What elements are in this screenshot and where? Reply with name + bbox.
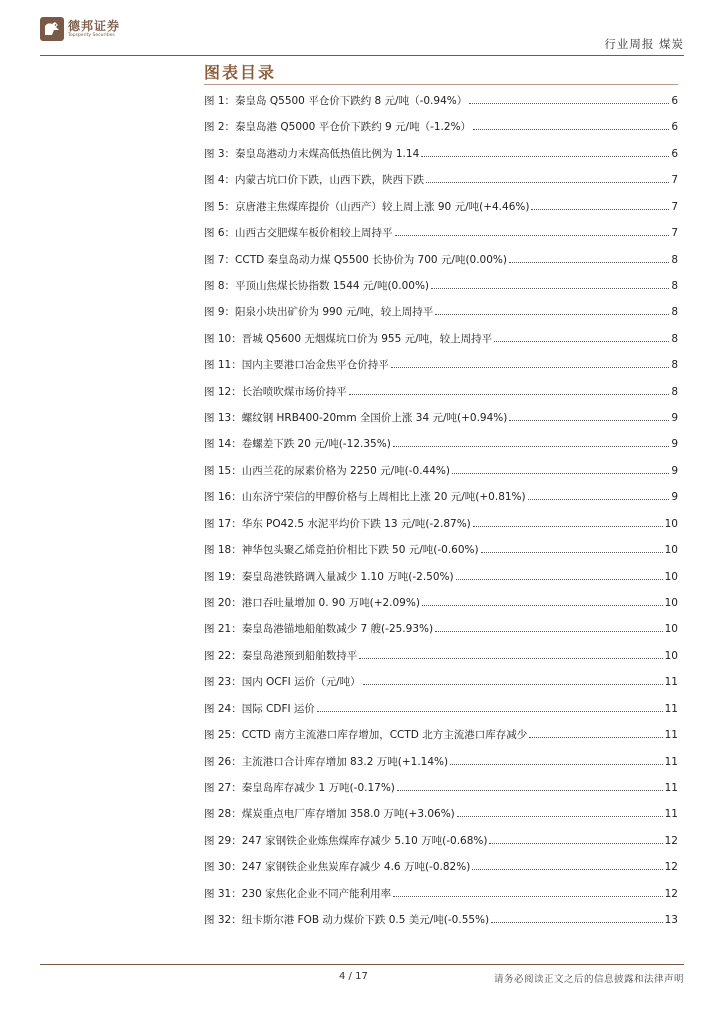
- toc-entry-page: 10: [664, 649, 678, 662]
- toc-entry-label: 图 31：: [204, 887, 242, 900]
- toc-entry[interactable]: [204, 304, 678, 330]
- toc-entry-text: 长治喷吹煤市场价持平: [241, 385, 347, 398]
- toc-dot-leader: [431, 280, 669, 289]
- toc-entry-page: 9: [671, 412, 678, 425]
- toc-entry-page: 13: [664, 914, 678, 927]
- toc-entry-page: 8: [671, 306, 678, 319]
- toc-entry[interactable]: [204, 621, 678, 647]
- toc-entry-label: 图 11：: [204, 359, 242, 372]
- toc-entry[interactable]: [204, 119, 678, 145]
- toc-entry-page: 10: [664, 544, 678, 557]
- toc-entry[interactable]: [204, 648, 678, 674]
- toc-entry-label: 图 14：: [204, 438, 242, 451]
- toc-dot-leader: [393, 438, 670, 447]
- toc-entry-label: 图 3：: [204, 147, 236, 160]
- toc-entry-page: 6: [671, 95, 678, 107]
- toc-dot-leader: [317, 703, 663, 712]
- toc-entry-label: 图 22：: [204, 649, 242, 662]
- toc-entry-text: 247 家钢铁企业焦炭库存减少 4.6 万吨(-0.82%): [241, 861, 471, 874]
- toc-entry-label: 图 8：: [204, 279, 236, 292]
- footer-divider: [40, 964, 684, 965]
- toc-entry-page: 9: [671, 438, 678, 451]
- toc-entry-text: 国内 OCFI 运价（元/吨）: [241, 676, 361, 689]
- toc-entry[interactable]: [204, 199, 678, 225]
- toc-entry-label: 图 10：: [204, 332, 242, 345]
- toc-entry-page: 12: [664, 887, 678, 900]
- toc-entry-page: 11: [664, 781, 678, 794]
- toc-dot-leader: [422, 597, 663, 606]
- toc-entry-text: 山东济宁荣信的甲醇价格与上周相比上涨 20 元/吨(+0.81%): [241, 491, 526, 504]
- toc-entry-text: CCTD 秦皇岛动力煤 Q5500 长协价为 700 元/吨(0.00%): [235, 253, 507, 266]
- toc-entry-page: 8: [671, 359, 678, 372]
- toc-dot-leader: [421, 148, 669, 157]
- toc-entry[interactable]: [204, 780, 678, 806]
- toc-dot-leader: [531, 201, 669, 210]
- toc-entry[interactable]: [204, 463, 678, 489]
- toc-entry-text: 秦皇岛库存减少 1 万吨(-0.17%): [241, 781, 395, 794]
- toc-entry-page: 10: [664, 597, 678, 610]
- toc-entry-page: 10: [664, 623, 678, 636]
- logo-chinese-name: 德邦证券: [68, 18, 121, 33]
- toc-entry[interactable]: [204, 727, 678, 753]
- toc-entry-page: 6: [671, 147, 678, 160]
- toc-entry[interactable]: [204, 436, 678, 462]
- logo-english-name: Topsperity Securities: [68, 32, 115, 38]
- toc-entry-page: 8: [671, 385, 678, 398]
- toc-dot-leader: [473, 518, 663, 527]
- toc-dot-leader: [473, 121, 669, 130]
- toc-dot-leader: [457, 808, 663, 817]
- toc-entry-label: 图 4：: [204, 174, 236, 187]
- toc-dot-leader: [450, 756, 663, 765]
- toc-entry-page: 11: [664, 808, 678, 821]
- toc-entry-text: 煤炭重点电厂库存增加 358.0 万吨(+3.06%): [241, 808, 455, 821]
- toc-entry-label: 图 24：: [204, 702, 242, 715]
- disclaimer: 请务必阅读正文之后的信息披露和法律声明: [493, 974, 684, 985]
- toc-dot-leader: [435, 306, 669, 315]
- toc-entry-page: 9: [671, 464, 678, 477]
- logo-icon: [40, 17, 64, 41]
- toc-dot-leader: [509, 412, 669, 421]
- toc-entry-label: 图 30：: [204, 861, 242, 874]
- toc-dot-leader: [363, 676, 663, 685]
- toc-entry-text: 247 家钢铁企业炼焦煤库存减少 5.10 万吨(-0.68%): [241, 834, 488, 847]
- toc-entry-page: 10: [664, 517, 678, 530]
- toc-entry[interactable]: [204, 278, 678, 304]
- toc-dot-leader: [491, 914, 662, 923]
- toc-entry-page: 8: [671, 332, 678, 345]
- toc-dot-leader: [489, 835, 662, 844]
- toc-entry-label: 图 2：: [204, 121, 236, 134]
- toc-entry-label: 图 1：: [204, 95, 236, 107]
- toc-entry[interactable]: [204, 146, 678, 172]
- toc-entry-page: 11: [664, 755, 678, 768]
- toc-entry[interactable]: [204, 384, 678, 410]
- toc-entry-text: 港口吞吐量增加 0. 90 万吨(+2.09%): [241, 597, 420, 610]
- header-divider: [40, 55, 684, 56]
- toc-entry-text: 秦皇岛 Q5500 平仓价下跌约 8 元/吨（-0.94%）: [235, 95, 468, 107]
- toc-entry-label: 图 23：: [204, 676, 242, 689]
- toc-entry[interactable]: [204, 806, 678, 832]
- toc-entry-page: 7: [671, 227, 678, 240]
- toc-entry-text: 华东 PO42.5 水泥平均价下跌 13 元/吨(-2.87%): [241, 517, 471, 530]
- toc-entry-text: 内蒙古坑口价下跌，山西下跌，陕西下跌: [235, 174, 425, 187]
- toc-entry-text: 秦皇岛港铁路调入量减少 1.10 万吨(-2.50%): [241, 570, 454, 583]
- toc-entry-page: 8: [671, 279, 678, 292]
- toc-entry-text: 螺纹钢 HRB400-20mm 全国价上涨 34 元/吨(+0.94%): [241, 412, 508, 425]
- toc-entry[interactable]: [204, 410, 678, 436]
- toc-title: 图表目录: [204, 63, 277, 82]
- toc-entry-text: 山西古交肥煤车板价相较上周持平: [235, 227, 393, 240]
- toc-dot-leader: [494, 333, 669, 342]
- toc-entry-text: 阳泉小块出矿价为 990 元/吨，较上周持平: [235, 306, 434, 319]
- toc-entry[interactable]: [204, 331, 678, 357]
- company-logo: [40, 14, 160, 44]
- toc-entry[interactable]: [204, 569, 678, 595]
- page-number: 4 / 17: [339, 971, 368, 982]
- toc-dot-leader: [529, 729, 662, 738]
- report-type: 行业周报 煤炭: [604, 37, 684, 51]
- toc-entry-text: 神华包头聚乙烯竞拍价相比下跌 50 元/吨(-0.60%): [241, 544, 479, 557]
- toc-entry[interactable]: [204, 912, 678, 938]
- toc-dot-leader: [426, 174, 669, 183]
- toc-entry-text: 秦皇岛港锚地船舶数减少 7 艘(-25.93%): [241, 623, 434, 636]
- toc-entry[interactable]: [204, 172, 678, 198]
- toc-entry-label: 图 9：: [204, 306, 236, 319]
- toc-entry-page: 12: [664, 834, 678, 847]
- toc-entry-text: 秦皇岛港预到船舶数持平: [241, 649, 358, 662]
- toc-entry-label: 图 6：: [204, 227, 236, 240]
- toc-dot-leader: [391, 359, 670, 368]
- toc-entry-text: 230 家焦化企业不同产能利用率: [241, 887, 392, 900]
- toc-entry-page: 11: [664, 729, 678, 742]
- toc-title-divider: [204, 84, 678, 85]
- toc-entry-label: 图 32：: [204, 914, 242, 927]
- toc-dot-leader: [393, 888, 663, 897]
- toc-entry-label: 图 15：: [204, 464, 242, 477]
- toc-entry-label: 图 17：: [204, 517, 242, 530]
- toc-entry-page: 6: [671, 121, 678, 134]
- toc-entry-text: CCTD 南方主流港口库存增加，CCTD 北方主流港口库存减少: [241, 729, 528, 742]
- toc-entry[interactable]: [204, 252, 678, 278]
- toc-entry[interactable]: [204, 886, 678, 912]
- toc-dot-leader: [397, 782, 663, 791]
- toc-entry-label: 图 21：: [204, 623, 242, 636]
- toc-entry[interactable]: [204, 674, 678, 700]
- toc-dot-leader: [359, 650, 662, 659]
- toc-entry-page: 11: [664, 702, 678, 715]
- toc-entry-text: 卷螺差下跌 20 元/吨(-12.35%): [241, 438, 391, 451]
- toc-entry-text: 平顶山焦煤长协指数 1544 元/吨(0.00%): [235, 279, 430, 292]
- toc-entry-page: 10: [664, 570, 678, 583]
- toc-entry-label: 图 18：: [204, 544, 242, 557]
- toc-entry-label: 图 5：: [204, 200, 236, 213]
- toc-entry-text: 国内主要港口冶金焦平仓价持平: [241, 359, 389, 372]
- toc-entry[interactable]: [204, 357, 678, 383]
- toc-entry-label: 图 13：: [204, 412, 242, 425]
- toc-entry[interactable]: [204, 701, 678, 727]
- toc-dot-leader: [481, 544, 663, 553]
- toc-entry-label: 图 16：: [204, 491, 242, 504]
- toc-entry-text: 山西兰花的尿素价格为 2250 元/吨(-0.44%): [241, 464, 450, 477]
- toc-dot-leader: [435, 623, 663, 632]
- toc-dot-leader: [395, 227, 670, 236]
- toc-entry-label: 图 26：: [204, 755, 242, 768]
- toc-entry-text: 晋城 Q5600 无烟煤坑口价为 955 元/吨，较上周持平: [241, 332, 493, 345]
- toc-entry-label: 图 28：: [204, 808, 242, 821]
- toc-dot-leader: [452, 465, 669, 474]
- toc-entry[interactable]: [204, 833, 678, 859]
- toc-entry-page: 12: [664, 861, 678, 874]
- toc-dot-leader: [472, 861, 662, 870]
- toc-dot-leader: [456, 571, 663, 580]
- toc-entry-page: 9: [671, 491, 678, 504]
- toc-dot-leader: [349, 386, 670, 395]
- toc-entry-label: 图 19：: [204, 570, 242, 583]
- toc-entry[interactable]: [204, 859, 678, 885]
- toc-entry-page: 7: [671, 174, 678, 187]
- toc-entry[interactable]: [204, 754, 678, 780]
- toc-entry[interactable]: [204, 516, 678, 542]
- toc-dot-leader: [469, 95, 669, 104]
- toc-entry-page: 7: [671, 200, 678, 213]
- toc-entry-text: 秦皇岛港动力末煤高低热值比例为 1.14: [235, 147, 420, 160]
- toc-entry[interactable]: [204, 595, 678, 621]
- toc-entry-label: 图 20：: [204, 597, 242, 610]
- toc-entry-text: 秦皇岛港 Q5000 平仓价下跌约 9 元/吨（-1.2%）: [235, 121, 472, 134]
- toc-entry-label: 图 12：: [204, 385, 242, 398]
- toc-entry-page: 8: [671, 253, 678, 266]
- toc-entry-text: 国际 CDFI 运价: [241, 702, 315, 715]
- toc-entry-text: 京唐港主焦煤库提价（山西产）较上周上涨 90 元/吨(+4.46%): [235, 200, 530, 213]
- toc-entry-label: 图 25：: [204, 729, 242, 742]
- toc-entry[interactable]: [204, 489, 678, 515]
- page-header: [40, 12, 684, 56]
- toc-entry[interactable]: [204, 225, 678, 251]
- toc-entry-page: 11: [664, 676, 678, 689]
- toc-entry[interactable]: [204, 93, 678, 119]
- toc-entry-label: 图 7：: [204, 253, 236, 266]
- toc-dot-leader: [528, 491, 670, 500]
- toc-dot-leader: [509, 254, 669, 263]
- toc-entry-text: 纽卡斯尔港 FOB 动力煤价下跌 0.5 美元/吨(-0.55%): [241, 914, 490, 927]
- toc-entry-label: 图 29：: [204, 834, 242, 847]
- toc-entry-label: 图 27：: [204, 781, 242, 794]
- toc-entry-text: 主流港口合计库存增加 83.2 万吨(+1.14%): [241, 755, 449, 768]
- toc-entry[interactable]: [204, 542, 678, 568]
- figure-list: [204, 93, 678, 939]
